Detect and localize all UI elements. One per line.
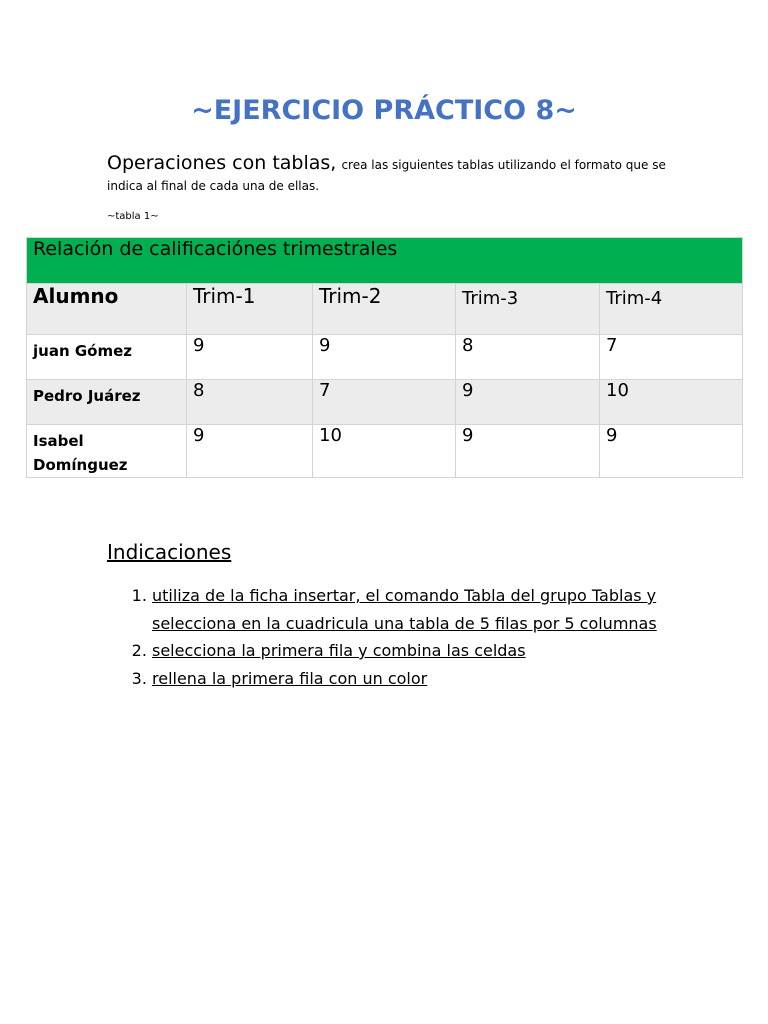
- grade-cell: 10: [600, 380, 743, 425]
- list-item: [152, 582, 712, 637]
- table-caption: ~tabla 1~: [107, 211, 159, 222]
- header-trim-2: Trim-2: [313, 284, 456, 335]
- table-title: Relación de calificaciónes trimestrales: [27, 238, 743, 284]
- grade-cell: 9: [600, 425, 743, 478]
- list-item: [152, 665, 712, 693]
- grade-cell: 8: [187, 380, 313, 425]
- student-name: juan Gómez: [27, 335, 187, 380]
- header-trim-3: Trim-3: [456, 284, 600, 335]
- header-trim-4: Trim-4: [600, 284, 743, 335]
- page-title: ~EJERCICIO PRÁCTICO 8~: [191, 95, 577, 126]
- grade-cell: 9: [187, 425, 313, 478]
- table-row: [27, 425, 743, 478]
- instructions-list: [107, 582, 712, 692]
- instruction-text: utiliza de la ficha insertar, el comando Tabla del grupo Tablas y selecciona en la cuadricula una tabla de 5 filas por 5 columnas: [152, 586, 657, 633]
- grade-cell: 9: [313, 335, 456, 380]
- table-header-row: [27, 284, 743, 335]
- grade-cell: 8: [456, 335, 600, 380]
- grades-table: [26, 237, 743, 478]
- grade-cell: 7: [313, 380, 456, 425]
- table-title-row: [27, 238, 743, 284]
- grade-cell: 7: [600, 335, 743, 380]
- table-row: [27, 380, 743, 425]
- intro-paragraph: [107, 152, 687, 176]
- table-row: [27, 335, 743, 380]
- header-trim-1: Trim-1: [187, 284, 313, 335]
- intro-text-continued: indica al final de cada una de ellas.: [107, 179, 320, 193]
- grade-cell: 9: [456, 380, 600, 425]
- grade-cell: 9: [187, 335, 313, 380]
- instructions-heading: Indicaciones: [107, 540, 232, 564]
- instruction-text: selecciona la primera fila y combina las celdas: [152, 641, 526, 660]
- student-name: Pedro Juárez: [27, 380, 187, 425]
- intro-text: crea las siguientes tablas utilizando el formato que se: [341, 158, 666, 172]
- intro-lead: Operaciones con tablas,: [107, 152, 337, 174]
- header-alumno: Alumno: [27, 284, 187, 335]
- instruction-text: rellena la primera fila con un color: [152, 668, 428, 688]
- grade-cell: 9: [456, 425, 600, 478]
- list-item: [152, 637, 712, 665]
- student-name: Isabel Domínguez: [27, 425, 187, 478]
- grade-cell: 10: [313, 425, 456, 478]
